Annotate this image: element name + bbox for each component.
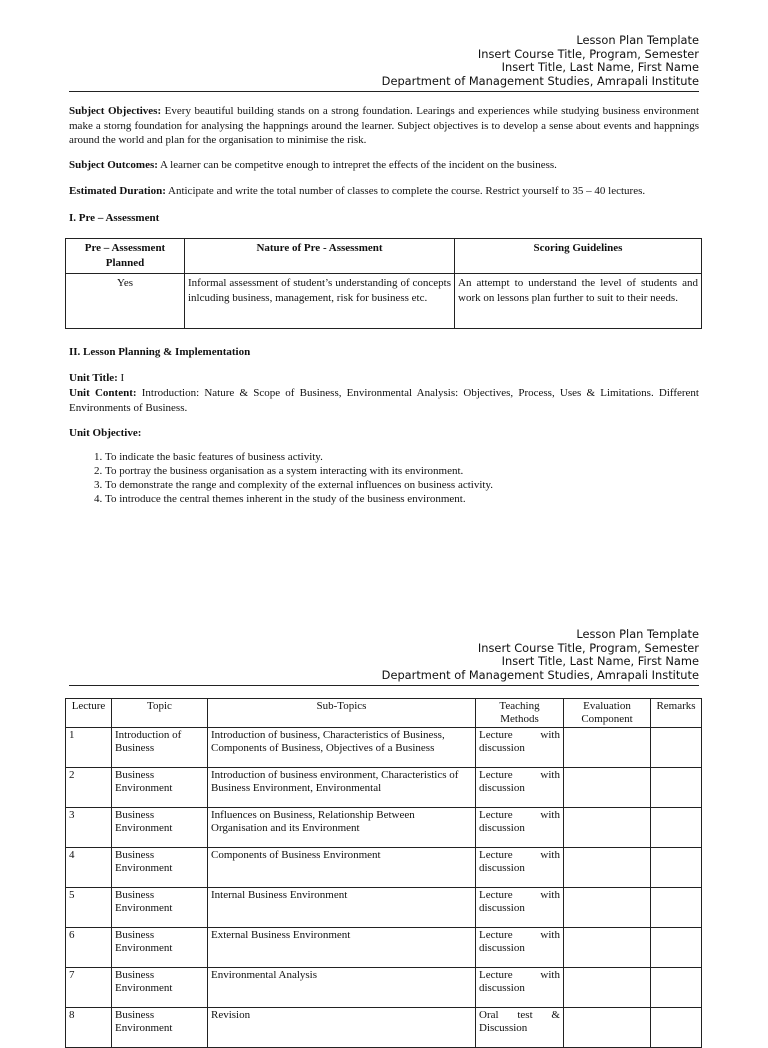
unit-title-label: Unit Title: — [69, 372, 118, 384]
table-row — [66, 968, 702, 1008]
teaching-method: Lecture with discussion — [476, 888, 564, 928]
lecture-table-body — [66, 728, 702, 1048]
teaching-method: Lecture with discussion — [476, 728, 564, 768]
sub-topics: Internal Business Environment — [208, 888, 476, 928]
subject-outcomes-text: A learner can be competitve enough to intrepret the effects of the incident on the business. — [157, 159, 557, 171]
pre-assessment-table-wrap — [65, 238, 701, 329]
header-line-3: Insert Title, Last Name, First Name — [501, 654, 699, 669]
header-line-2: Insert Course Title, Program, Semester — [477, 46, 699, 61]
header-line-1: Lesson Plan Template — [576, 33, 699, 47]
topic: Business Environment — [112, 808, 208, 848]
header-line-4: Department of Management Studies, Amrapali Institute — [381, 73, 699, 88]
table-row — [66, 768, 702, 808]
remarks — [651, 768, 702, 808]
teaching-method: Lecture with discussion — [476, 848, 564, 888]
teaching-method: Lecture with discussion — [476, 768, 564, 808]
evaluation-component — [564, 808, 651, 848]
topic: Business Environment — [112, 1008, 208, 1048]
unit-objectives-list — [69, 450, 699, 506]
unit-content-text: Introduction: Nature & Scope of Business, Environmental Analysis: Objectives, Process, Uses & Limitations. Different Environments of Business. — [69, 387, 699, 414]
topic: Business Environment — [112, 768, 208, 808]
teaching-method: Oral test & Discussion — [476, 1008, 564, 1048]
remarks — [651, 1008, 702, 1048]
topic: Introduction of Business — [112, 728, 208, 768]
subject-outcomes-label: Subject Outcomes: — [69, 159, 158, 171]
column-header: Pre – Assessment Planned — [66, 239, 185, 274]
column-header: Teaching Methods — [476, 699, 564, 728]
lecture-number: 7 — [66, 968, 112, 1008]
list-item: 2. To portray the business organisation as a system interacting with its environment. — [105, 464, 699, 478]
remarks — [651, 928, 702, 968]
column-header: Sub-Topics — [208, 699, 476, 728]
evaluation-component — [564, 888, 651, 928]
lecture-number: 6 — [66, 928, 112, 968]
column-header: Evaluation Component — [564, 699, 651, 728]
scoring-guidelines: An attempt to understand the level of students and work on lessons plan further to suit to their needs. — [455, 274, 702, 329]
sub-topics: Components of Business Environment — [208, 848, 476, 888]
table-row — [66, 928, 702, 968]
table-row — [66, 888, 702, 928]
table-row — [66, 728, 702, 768]
evaluation-component — [564, 728, 651, 768]
topic: Business Environment — [112, 968, 208, 1008]
table-row — [66, 1008, 702, 1048]
unit-title-value: I — [117, 372, 125, 384]
lecture-number: 3 — [66, 808, 112, 848]
remarks — [651, 968, 702, 1008]
lecture-number: 1 — [66, 728, 112, 768]
estimated-duration — [69, 184, 699, 199]
column-header: Remarks — [651, 699, 702, 728]
remarks — [651, 848, 702, 888]
subject-objectives-text: Every beautiful building stands on a strong foundation. Learings and experiences while studying business environment make a storng foundation for analysing the happnings around the learner. Subject objectives is to develop a sense about events and happnings around the world and plan for the organisation to minimise the risk. — [69, 105, 700, 146]
estimated-duration-label: Estimated Duration: — [69, 185, 166, 197]
unit-objective-heading: Unit Objective: — [69, 427, 142, 439]
topic: Business Environment — [112, 928, 208, 968]
list-item: 1. To indicate the basic features of business activity. — [105, 450, 699, 464]
unit-content-label: Unit Content: — [69, 387, 137, 399]
teaching-method: Lecture with discussion — [476, 928, 564, 968]
header-line-2: Insert Course Title, Program, Semester — [477, 640, 699, 655]
subject-objectives-label: Subject Objectives: — [69, 105, 162, 117]
header-divider-1 — [69, 91, 699, 92]
pre-assessment-row — [66, 274, 702, 329]
pre-assessment-heading: I. Pre – Assessment — [69, 212, 160, 224]
sub-topics: Revision — [208, 1008, 476, 1048]
pre-assessment-table — [65, 238, 702, 329]
header-line-4: Department of Management Studies, Amrapali Institute — [381, 667, 699, 682]
lecture-table — [65, 698, 702, 1048]
sub-topics: Introduction of business, Characteristics of Business, Components of Business, Objectives of a Business — [208, 728, 476, 768]
header-line-1: Lesson Plan Template — [576, 627, 699, 641]
pre-assessment-planned: Yes — [66, 274, 185, 329]
subject-objectives — [69, 104, 699, 148]
evaluation-component — [564, 928, 651, 968]
table-row — [66, 848, 702, 888]
sub-topics: Introduction of business environment, Characteristics of Business Environment, Environmental — [208, 768, 476, 808]
sub-topics: External Business Environment — [208, 928, 476, 968]
sub-topics: Environmental Analysis — [208, 968, 476, 1008]
teaching-method: Lecture with discussion — [476, 968, 564, 1008]
subject-outcomes — [69, 158, 699, 173]
estimated-duration-text: Anticipate and write the total number of classes to complete the course. Restrict yourself to 35 – 40 lectures. — [165, 185, 646, 197]
column-header: Scoring Guidelines — [455, 239, 702, 274]
unit-title — [69, 371, 699, 386]
lesson-planning-heading: II. Lesson Planning & Implementation — [69, 346, 251, 358]
lecture-number: 4 — [66, 848, 112, 888]
table-row — [66, 808, 702, 848]
lecture-header-row — [66, 699, 702, 728]
remarks — [651, 808, 702, 848]
evaluation-component — [564, 848, 651, 888]
pre-assessment-header-row — [66, 239, 702, 274]
remarks — [651, 728, 702, 768]
unit-content — [69, 386, 699, 415]
topic: Business Environment — [112, 848, 208, 888]
list-item: 3. To demonstrate the range and complexity of the external influences on business activity. — [105, 478, 699, 492]
page-header-1 — [382, 34, 699, 88]
lecture-number: 8 — [66, 1008, 112, 1048]
topic: Business Environment — [112, 888, 208, 928]
page-header-2 — [382, 628, 699, 682]
pre-assessment-nature: Informal assessment of student’s understanding of concepts inlcuding business, management, risk for business etc. — [185, 274, 455, 329]
evaluation-component — [564, 768, 651, 808]
header-divider-2 — [69, 685, 699, 686]
list-item: 4. To introduce the central themes inherent in the study of the business environment. — [105, 492, 699, 506]
lecture-number: 5 — [66, 888, 112, 928]
column-header: Nature of Pre - Assessment — [185, 239, 455, 274]
column-header: Topic — [112, 699, 208, 728]
evaluation-component — [564, 1008, 651, 1048]
remarks — [651, 888, 702, 928]
teaching-method: Lecture with discussion — [476, 808, 564, 848]
sub-topics: Influences on Business, Relationship Between Organisation and its Environment — [208, 808, 476, 848]
lecture-number: 2 — [66, 768, 112, 808]
column-header: Lecture — [66, 699, 112, 728]
header-line-3: Insert Title, Last Name, First Name — [501, 60, 699, 75]
evaluation-component — [564, 968, 651, 1008]
